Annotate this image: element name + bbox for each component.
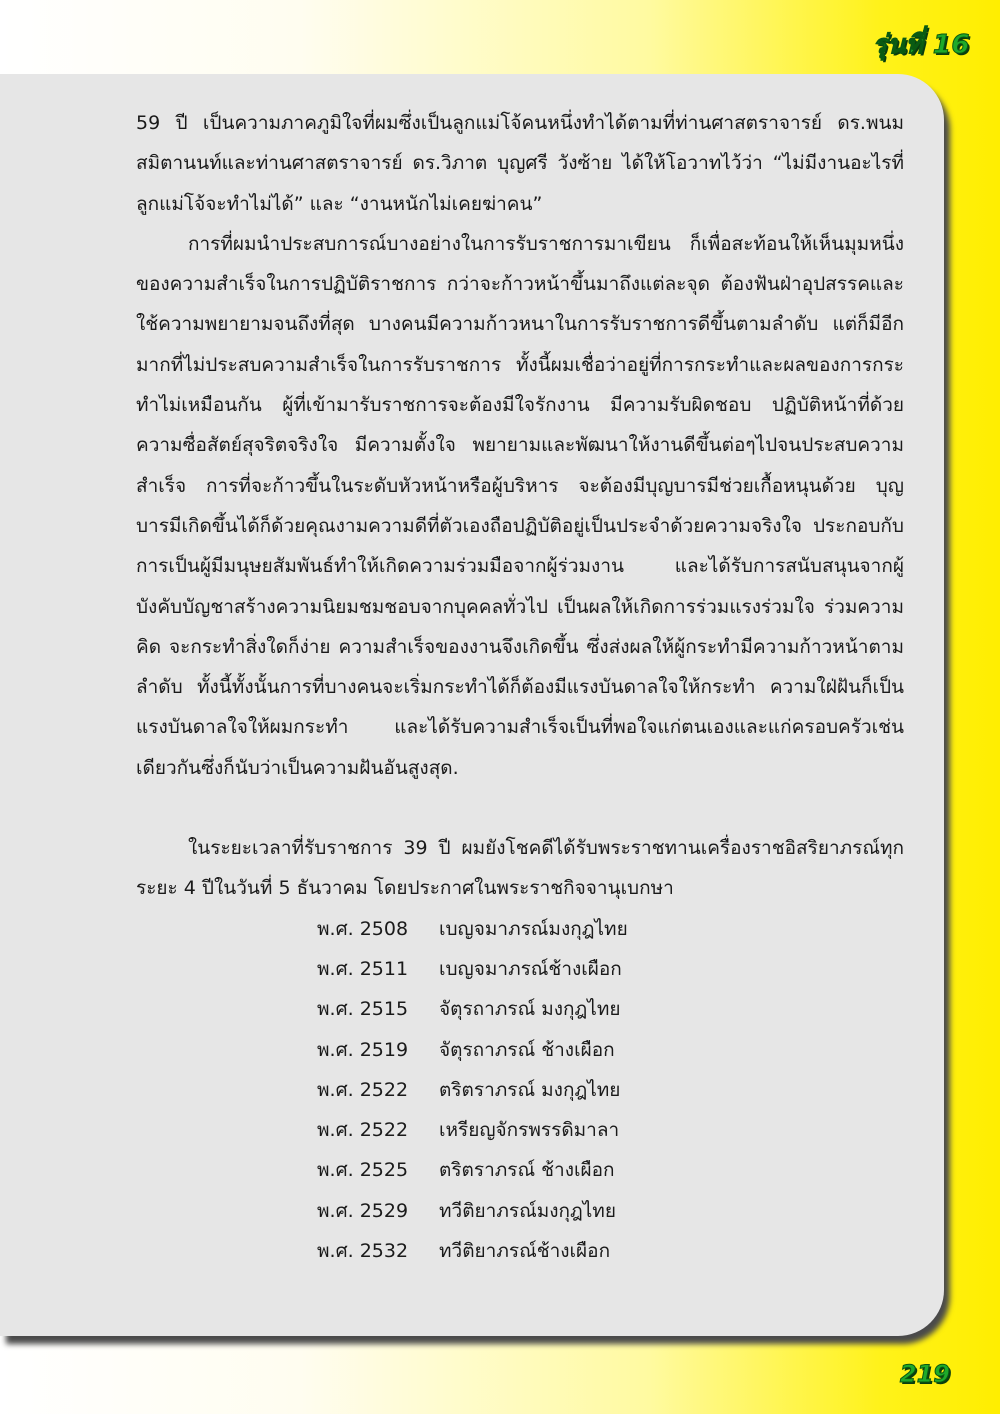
decoration-name: เหรียญจักรพรรดิมาลา [439,1119,620,1142]
list-item [136,1110,904,1150]
decoration-name: เบญจมาภรณ์มงกุฎไทย [439,917,628,940]
decoration-year: พ.ศ. 2529 [317,1199,409,1222]
decoration-name: จัตุรถาภรณ์ ช้างเผือก [439,1038,615,1061]
list-item [136,1191,904,1231]
list-item [136,1150,904,1190]
list-item [136,989,904,1029]
paragraph-intro: 59 ปี เป็นความภาคภูมิใจที่ผมซึ่งเป็นลูกแม่โจ้คนหนึ่งทำได้ตามที่ท่านศาสตราจารย์ ดร.พนม สมิตานนท์และท่านศาสตราจารย์ ดร.วิภาต บุญศรี วังซ้าย ได้ให้โอวาทไว้ว่า “ไม่มีงานอะไรที่ลูกแม่โจ้จะทำไม่ได้” และ “งานหนักไม่เคยฆ่าคน” [136,112,904,215]
decorations-list [136,909,904,1272]
list-item [136,949,904,989]
list-item [136,909,904,949]
list-item [136,1231,904,1271]
decoration-name: เบญจมาภรณ์ช้างเผือก [439,957,622,980]
decoration-name: จัตุรถาภรณ์ มงกุฎไทย [439,998,621,1021]
list-item [136,1030,904,1070]
paragraph-experience: การที่ผมนำประสบการณ์บางอย่างในการรับราชการมาเขียน ก็เพื่อสะท้อนให้เห็นมุมหนึ่งของความสำเร็จในการปฏิบัติราชการ กว่าจะก้าวหน้าขึ้นมาถึงแต่ละจุด ต้องฟันฝ่าอุปสรรคและใช้ความพยายามจนถึงที่สุด บางคนมีความก้าวหนาในการรับราชการดีขึ้นตามลำดับ แต่ก็มีอีกมากที่ไม่ประสบความสำเร็จในการรับราชการ ทั้งนี้ผมเชื่อว่าอยู่ที่การกระทำและผลของการกระทำไม่เหมือนกัน ผู้ที่เข้ามารับราชการจะต้องมีใจรักงาน มีความรับผิดชอบ ปฏิบัติหน้าที่ด้วยความซื่อสัตย์สุจริตจริงใจ มีความตั้งใจ พยายามและพัฒนาให้งานดีขึ้นต่อๆไปจนประสบความสำเร็จ การที่จะก้าวขึ้นในระดับหัวหน้าหรือผู้บริหาร จะต้องมีบุญบารมีช่วยเกื้อหนุนด้วย บุญบารมีเกิดขึ้นได้ก็ด้วยคุณงามความดีที่ตัวเองถือปฏิบัติอยู่เป็นประจำด้วยความจริงใจ ประกอบกับการเป็นผู้มีมนุษยสัมพันธ์ทำให้เกิดความร่วมมือจากผู้ร่วมงาน และได้รับการสนับสนุนจากผู้บังคับบัญชาสร้างความนิยมชมชอบจากบุคคลทั่วไป เป็นผลให้เกิดการร่วมแรงร่วมใจ ร่วมความคิด จะกระทำสิ่งใดก็ง่าย ความสำเร็จของงานจึงเกิดขึ้น ซึ่งส่งผลให้ผู้กระทำมีความก้าวหน้าตามลำดับ ทั้งนี้ทั้งนั้นการที่บางคนจะเริ่มกระทำได้ก็ต้องมีแรงบันดาลใจให้กระทำ ความใฝ่ฝันก็เป็นแรงบันดาลใจให้ผมกระทำ และได้รับความสำเร็จเป็นที่พอใจแก่ตนเองและแก่ครอบครัวเช่นเดียวกันซึ่งก็นับว่าเป็นความฝันอันสูงสุด. [136,232,904,779]
decoration-year: พ.ศ. 2522 [317,1119,409,1142]
decoration-year: พ.ศ. 2511 [317,957,409,980]
list-item [136,1070,904,1110]
decoration-year: พ.ศ. 2508 [317,917,409,940]
page-number: 219 [899,1360,950,1388]
decoration-name: ตริตราภรณ์ มงกุฎไทย [439,1078,621,1101]
decoration-year: พ.ศ. 2525 [317,1159,409,1182]
page-content [136,103,904,1271]
decoration-name: ทวีติยาภรณ์มงกุฎไทย [439,1199,616,1222]
decoration-name: ตริตราภรณ์ ช้างเผือก [439,1159,615,1182]
paragraph-decorations-intro: ในระยะเวลาที่รับราชการ 39 ปี ผมยังโชคดีได้รับพระราชทานเครื่องราชอิสริยาภรณ์ทุกระยะ 4 ปีในวันที่ 5 ธันวาคม โดยประกาศในพระราชกิจจานุเบกษา [136,837,904,900]
batch-label: รุ่นที่ 16 [872,30,970,60]
decoration-year: พ.ศ. 2515 [317,998,409,1021]
decoration-year: พ.ศ. 2519 [317,1038,409,1061]
decoration-year: พ.ศ. 2532 [317,1240,409,1263]
decoration-name: ทวีติยาภรณ์ช้างเผือก [439,1240,611,1263]
decoration-year: พ.ศ. 2522 [317,1078,409,1101]
